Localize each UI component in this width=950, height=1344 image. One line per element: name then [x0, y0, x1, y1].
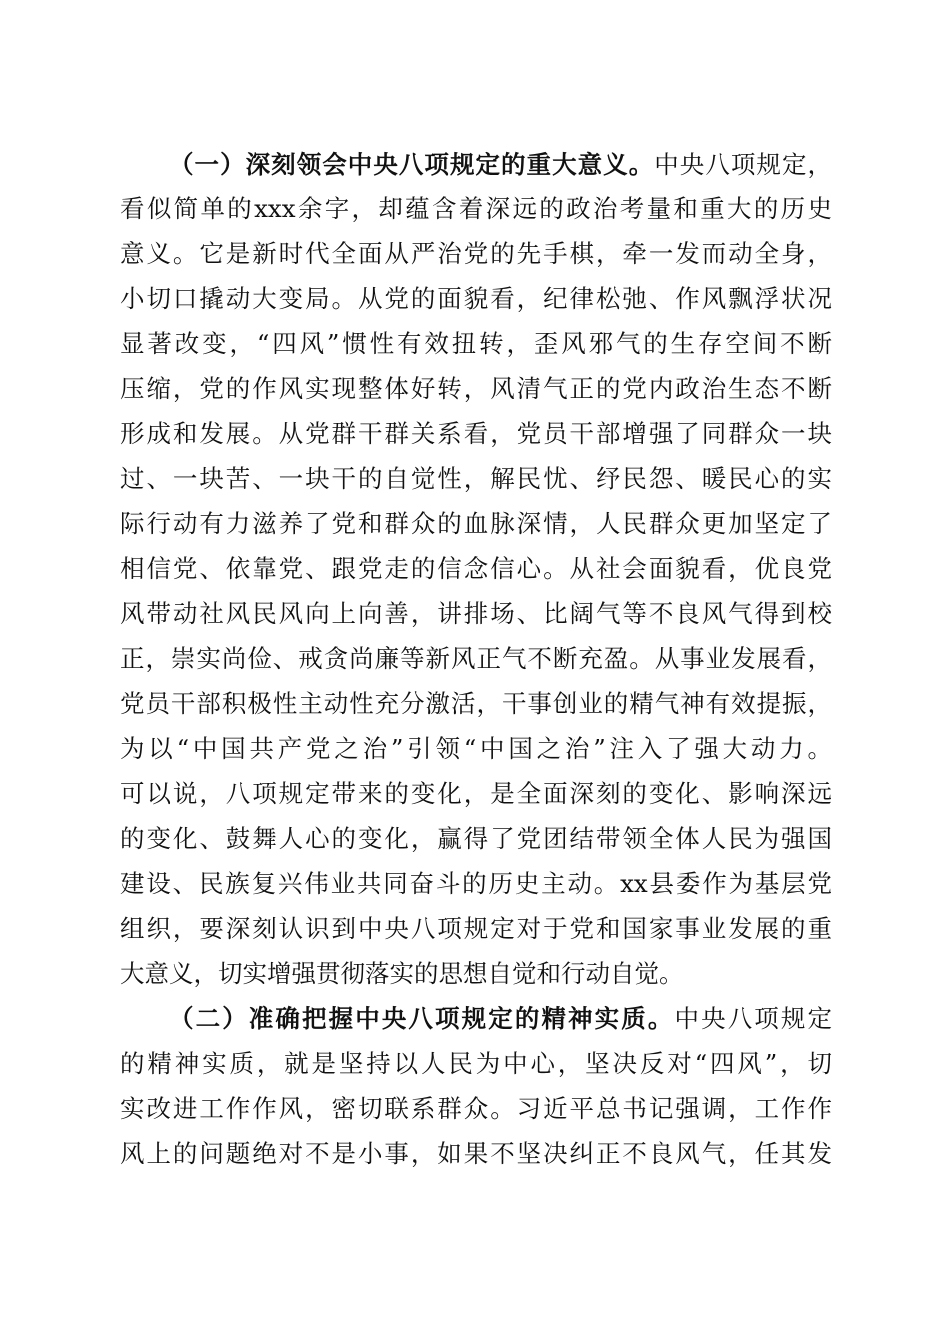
- paragraph-2-line-1-text: 中央八项规定: [674, 1004, 833, 1033]
- paragraph-1-line-16: 的变化、鼓舞人心的变化，赢得了党团结带领全体人民为强国: [120, 824, 832, 853]
- paragraph-1-line-11: 风带动社风民风向上向善，讲排场、比阔气等不良风气得到校: [120, 599, 832, 628]
- paragraph-1-line-12: 正，崇实尚俭、戒贪尚廉等新风正气不断充盈。从事业发展看，: [120, 644, 832, 673]
- paragraph-2-heading: （二）准确把握中央八项规定的精神实质。: [169, 1004, 675, 1033]
- paragraph-1-line-1-text: 中央八项规定，: [654, 150, 833, 179]
- paragraph-2-line-1: [169, 999, 832, 1039]
- paragraph-1-line-19: 大意义，切实增强贯彻落实的思想自觉和行动自觉。: [120, 959, 684, 988]
- paragraph-1-line-13: 党员干部积极性主动性充分激活，干事创业的精气神有效提振，: [120, 689, 832, 718]
- paragraph-1-heading: （一）深刻领会中央八项规定的重大意义。: [169, 150, 655, 179]
- paragraph-1-line-1: [169, 145, 832, 185]
- paragraph-2-line-3: 实改进工作作风，密切联系群众。习近平总书记强调，工作作: [120, 1094, 832, 1123]
- paragraph-1-line-7: 形成和发展。从党群干群关系看，党员干部增强了同群众一块: [120, 419, 832, 448]
- paragraph-1-line-6: 压缩，党的作风实现整体好转，风清气正的党内政治生态不断: [120, 374, 832, 403]
- paragraph-1-line-2: 看似简单的xxx余字，却蕴含着深远的政治考量和重大的历史: [120, 194, 832, 223]
- paragraph-1-line-9: 际行动有力滋养了党和群众的血脉深情，人民群众更加坚定了: [120, 509, 832, 538]
- paragraph-1-line-15: 可以说，八项规定带来的变化，是全面深刻的变化、影响深远: [120, 779, 832, 808]
- paragraph-1-line-3: 意义。它是新时代全面从严治党的先手棋，牵一发而动全身，: [120, 239, 832, 268]
- paragraph-1-line-10: 相信党、依靠党、跟党走的信念信心。从社会面貌看，优良党: [120, 554, 832, 583]
- paragraph-1-line-14: 为以“中国共产党之治”引领“中国之治”注入了强大动力。: [120, 734, 832, 763]
- paragraph-1-line-17: 建设、民族复兴伟业共同奋斗的历史主动。xx县委作为基层党: [120, 869, 832, 898]
- paragraph-2-line-2: 的精神实质，就是坚持以人民为中心，坚决反对“四风”，切: [120, 1049, 832, 1078]
- paragraph-1-line-18: 组织，要深刻认识到中央八项规定对于党和国家事业发展的重: [120, 914, 832, 943]
- paragraph-1-line-4: 小切口撬动大变局。从党的面貌看，纪律松弛、作风飘浮状况: [120, 284, 832, 313]
- paragraph-1-line-5: 显著改变，“四风”惯性有效扭转，歪风邪气的生存空间不断: [120, 329, 832, 358]
- paragraph-2-line-4: 风上的问题绝对不是小事，如果不坚决纠正不良风气，任其发: [120, 1139, 832, 1168]
- paragraph-1-line-8: 过、一块苦、一块干的自觉性，解民忧、纾民怨、暖民心的实: [120, 464, 832, 493]
